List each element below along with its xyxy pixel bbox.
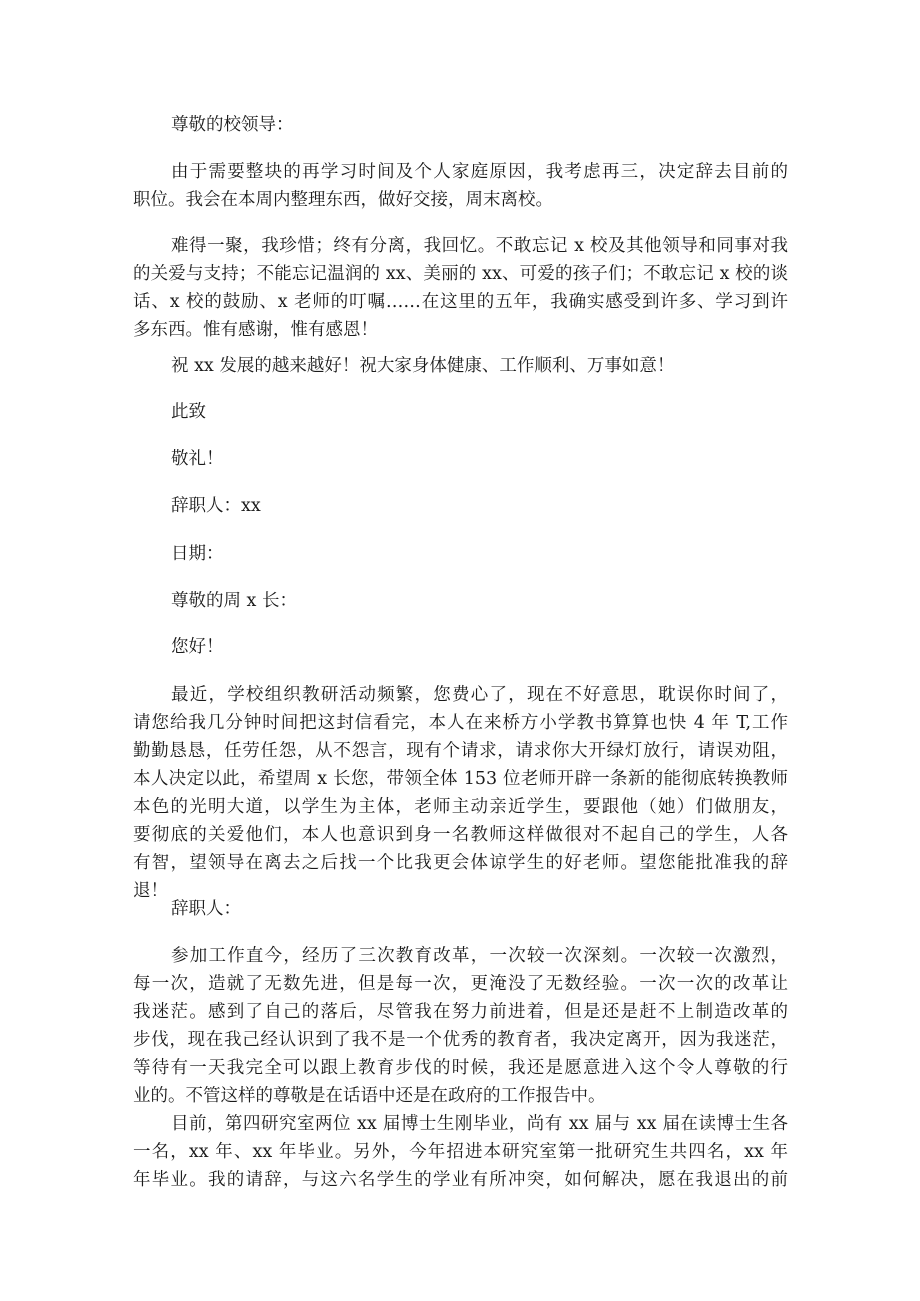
salutation-school-leaders: 尊敬的校领导：: [171, 115, 294, 135]
closing-cizhi: 此致: [171, 402, 206, 422]
salutation-principal: 尊敬的周 x 长：: [171, 591, 297, 611]
paragraph-line: 等待有一天我完全可以跟上教育步伐的时候，我还是愿意进入这个令人尊敬的行: [133, 1058, 788, 1078]
signer-line-2: 辞职人：: [171, 899, 241, 919]
paragraph-reform: [133, 942, 788, 1110]
paragraph-line: 一名，xx 年、xx 年毕业。另外，今年招进本研究室第一批研究生共四名，xx 年: [133, 1142, 788, 1162]
paragraph-students: [133, 1110, 788, 1194]
paragraph-line: 本色的光明大道，以学生为主体，老师主动亲近学生，要跟他（她）们做朋友，: [133, 797, 788, 817]
paragraph-line: 勤勤恳恳，任劳任怨，从不怨言，现有个请求，请求你大开绿灯放行，请误劝阻，: [133, 741, 788, 761]
paragraph-line: 年毕业。我的请辞，与这六名学生的学业有所冲突，如何解决，愿在我退出的前: [133, 1170, 788, 1190]
date-line: 日期：: [171, 544, 224, 564]
paragraph-line: 最近，学校组织教研活动频繁，您费心了，现在不好意思，耽误你时间了，: [171, 685, 788, 705]
paragraph-line: 话、x 校的鼓励、x 老师的叮嘱……在这里的五年，我确实感受到许多、学习到许: [133, 292, 788, 312]
paragraph-reason: [133, 158, 788, 214]
paragraph-line: 业的。不管这样的尊敬是在话语中还是在政府的工作报告中。: [133, 1086, 606, 1106]
paragraph-line: 目前，第四研究室两位 xx 届博士生刚毕业，尚有 xx 届与 xx 届在读博士生各: [171, 1114, 788, 1134]
paragraph-wishes: 祝 xx 发展的越来越好！祝大家身体健康、工作顺利、万事如意！: [171, 356, 675, 376]
paragraph-line: 退！: [133, 881, 168, 901]
paragraph-line: 我迷茫。感到了自己的落后，尽管我在努力前进着，但是还是赶不上制造改革的: [133, 1002, 788, 1022]
paragraph-line: 步伐，现在我己经认识到了我不是一个优秀的教育者，我决定离开，因为我迷茫，: [133, 1030, 788, 1050]
paragraph-request: [133, 681, 788, 905]
paragraph-line: 多东西。惟有感谢，惟有感恩！: [133, 320, 378, 340]
paragraph-line: 的关爱与支持；不能忘记温润的 xx、美丽的 xx、可爱的孩子们；不敢忘记 x 校的谈: [133, 264, 788, 284]
signer-line: 辞职人：xx: [171, 496, 261, 516]
paragraph-line: 职位。我会在本周内整理东西，做好交接，周末离校。: [133, 190, 553, 210]
closing-jingli: 敬礼！: [171, 449, 224, 469]
paragraph-line: 每一次，造就了无数先进，但是每一次，更淹没了无数经验。一次一次的改革让: [133, 974, 788, 994]
paragraph-line: 由于需要整块的再学习时间及个人家庭原因，我考虑再三，决定辞去目前的: [171, 162, 788, 182]
paragraph-line: 请您给我几分钟时间把这封信看完，本人在来桥方小学教书算算也快 4 年 T,工作: [133, 713, 788, 733]
paragraph-line: 有智，望领导在离去之后找一个比我更会体谅学生的好老师。望您能批准我的辞: [133, 853, 788, 873]
paragraph-gratitude: [133, 232, 788, 344]
paragraph-line: 难得一聚，我珍惜；终有分离，我回忆。不敢忘记 x 校及其他领导和同事对我: [171, 236, 788, 256]
paragraph-line: 要彻底的关爱他们，本人也意识到身一名教师这样做很对不起自己的学生，人各: [133, 825, 788, 845]
paragraph-line: 参加工作直今，经历了三次教育改革，一次较一次深刻。一次较一次激烈，: [171, 946, 788, 966]
greeting-line: 您好！: [171, 637, 224, 657]
paragraph-line: 本人决定以此，希望周 x 长您，带领全体 153 位老师开辟一条新的能彻底转换教师: [133, 769, 788, 789]
